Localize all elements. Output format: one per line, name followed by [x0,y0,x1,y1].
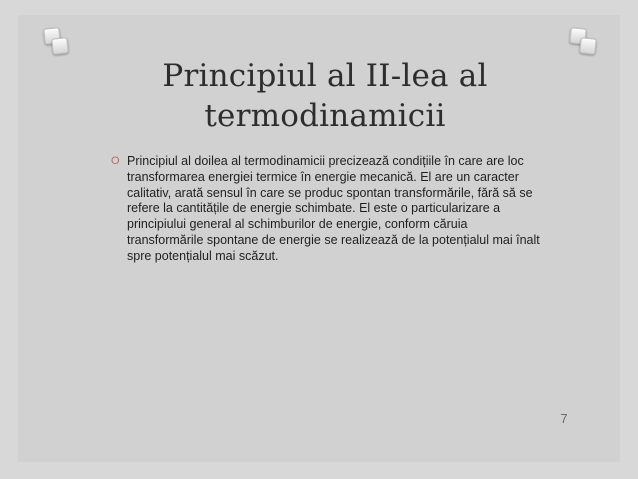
slide-title: Principiul al II-lea al termodinamicii [162,58,488,134]
pushpin-icon [579,37,597,55]
body-paragraph: Principiul al doilea al termodinamicii precizează condițiile în care are loc transformarea energiei termice în energie mecanică. El are un caracter calitativ, arată sensul în care se produc spontan transformările, fără să se refere la cantitățile de energie schimbate. El este o particularizare a principiului general al schimburilor de energie, conform căruia transformările spontane de energie se realizează de la potențialul mai înalt spre potențialul mai scăzut. [127,154,540,263]
pushpin-icon [51,37,69,55]
page-number: 7 [560,411,568,426]
bullet-marker: O [111,155,120,167]
slide-body [111,154,541,265]
